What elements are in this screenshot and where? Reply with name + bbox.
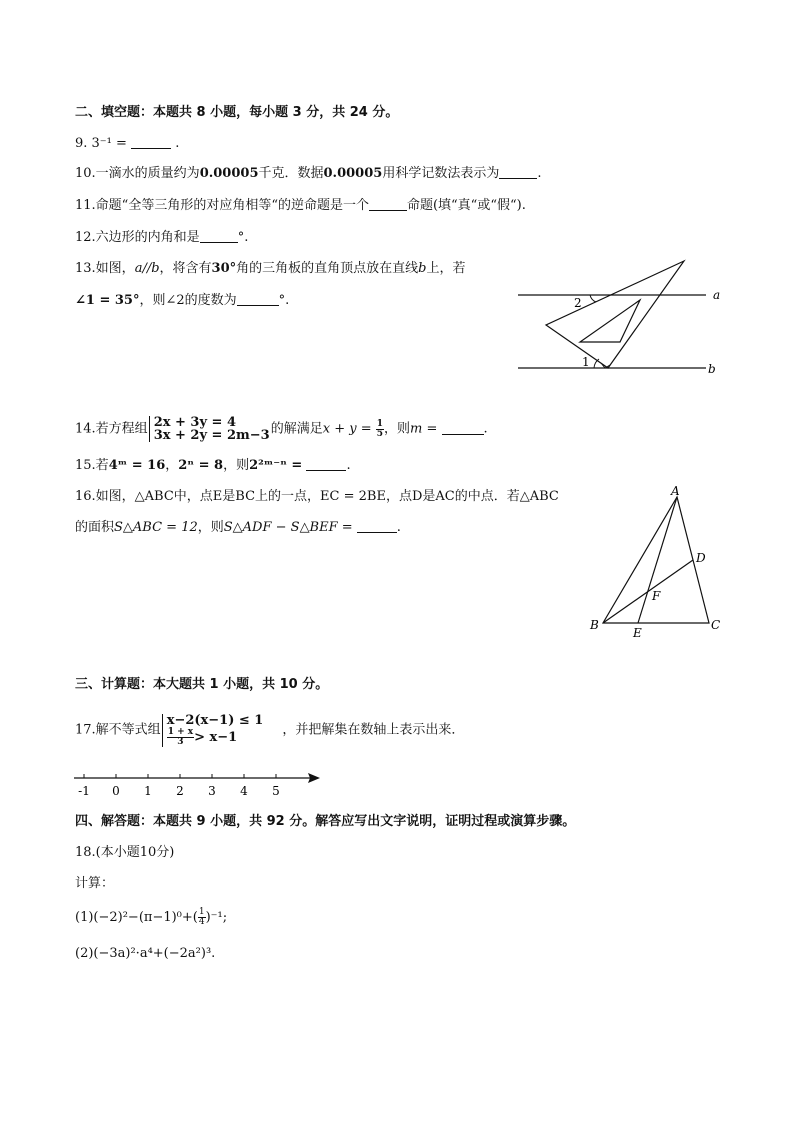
question-18-instruction: 计算：	[75, 876, 115, 891]
q15-prefix: 15.若	[75, 458, 109, 473]
question-16-line-1: 16.如图，△ABC中，点E是BC上的一点，EC = 2BE，点D是AC的中点．若△ABC	[75, 489, 559, 504]
q10-num2: 0.00005	[323, 166, 383, 181]
q16-line2-mid: ，则	[197, 520, 224, 535]
q17-prefix: 17.解不等式组	[75, 722, 161, 738]
q15-sep: ，	[165, 458, 179, 473]
number-line-tick-label: 1	[144, 784, 152, 798]
number-line-tick-label: 2	[176, 784, 184, 798]
question-18-title: 18.(本小题10分)	[75, 845, 175, 860]
q13-line-b: b	[418, 261, 427, 276]
q12-answer-blank[interactable]	[200, 228, 238, 243]
q13-answer-blank[interactable]	[237, 291, 279, 306]
q9-text: 9. 3⁻¹ =	[75, 136, 127, 151]
q18-frac-num: 1	[198, 907, 205, 917]
q13-parallel: a//b	[134, 261, 160, 276]
q15-expr3: 2²ᵐ⁻ⁿ =	[249, 458, 303, 473]
number-line-tick-label: 5	[272, 784, 280, 798]
question-13-line-2	[75, 291, 289, 311]
number-line-tick-label: 3	[208, 784, 216, 798]
q12-text: 12.六边形的内角和是	[75, 230, 200, 245]
q17-frac-num: 1 + x	[167, 727, 194, 737]
number-line-tick-label: 4	[240, 784, 248, 798]
question-18-part-2: (2)(−3a)²·a⁴+(−2a²)³.	[75, 946, 216, 961]
number-line-tick-label: -1	[78, 784, 90, 798]
q9-end: .	[175, 136, 180, 151]
q13-angle: 30°	[211, 261, 237, 276]
q12-end: °.	[237, 230, 249, 245]
question-10	[75, 164, 541, 184]
question-9	[75, 134, 179, 154]
section-2-title: 二、填空题：本题共 8 小题，每小题 3 分，共 24 分。	[75, 105, 399, 120]
q13-tail: 角的三角板的直角顶点放在直线	[236, 261, 419, 276]
section-4-title: 四、解答题：本题共 9 小题，共 92 分。解答应写出文字说明，证明过程或演算步骤。	[75, 814, 576, 829]
q14-mid: 的解满足	[270, 421, 323, 437]
question-17	[75, 714, 464, 747]
q10-num1: 0.00005	[199, 166, 259, 181]
question-16-line-2	[75, 518, 401, 538]
q14-frac-den: 5	[376, 428, 383, 439]
section-3-title: 三、计算题：本大题共 1 小题，共 10 分。	[75, 677, 329, 692]
q10-end: .	[537, 166, 542, 181]
q13-angle-2-arc	[590, 295, 596, 302]
q10-mid: 千克．数据	[258, 166, 324, 181]
q15-expr1: 4ᵐ = 16	[108, 458, 166, 473]
q16-label-d: D	[696, 551, 706, 565]
q10-answer-blank[interactable]	[499, 164, 537, 179]
q13-angle1: ∠1 = 35°	[75, 293, 140, 308]
q13-label-a: a	[713, 288, 721, 302]
question-11	[75, 196, 526, 216]
q16-area-diff: S△ADF − S△BEF =	[223, 520, 353, 535]
q17-system	[162, 714, 264, 747]
q16-label-a: A	[671, 484, 680, 498]
q13-prefix: 13.如图，	[75, 261, 135, 276]
question-18-part-1	[75, 908, 227, 928]
q18-part1-tail: )⁻¹;	[205, 910, 228, 925]
q13-end: 上，若	[426, 261, 466, 276]
q13-figure	[510, 255, 730, 380]
q14-var: m =	[410, 421, 438, 437]
question-15	[75, 456, 351, 476]
q14-eq2: 3x + 2y = 2m−3	[153, 428, 270, 443]
q17-number-line	[70, 768, 330, 802]
q15-expr2: 2ⁿ = 8	[178, 458, 224, 473]
q9-answer-blank[interactable]	[131, 134, 171, 149]
q16-label-f: F	[652, 589, 661, 603]
question-13-line-1	[75, 259, 466, 279]
q13-line2-end: °.	[278, 293, 290, 308]
q14-prefix: 14.若方程组	[75, 421, 148, 437]
q14-end: .	[483, 421, 488, 437]
q15-tail: ，则	[223, 458, 250, 473]
q10-tail: 用科学记数法表示为	[382, 166, 500, 181]
q18-part1: (1)(−2)²−(π−1)⁰+(	[75, 910, 198, 925]
q16-answer-blank[interactable]	[357, 518, 397, 533]
q16-segment-bd	[603, 560, 693, 623]
q13-label-1: 1	[582, 355, 590, 369]
q16-segment-ae	[638, 497, 677, 623]
q18-fraction	[198, 908, 206, 927]
q14-fraction	[376, 420, 384, 439]
q11-tail: 命题(填“真“或“假“).	[406, 198, 526, 213]
q16-line2-prefix: 的面积	[75, 520, 115, 535]
q14-frac-num: 1	[376, 418, 383, 429]
q15-answer-blank[interactable]	[306, 456, 346, 471]
q17-ineq2-tail: > x−1	[194, 730, 238, 745]
q14-cond: x + y =	[322, 421, 372, 437]
q16-line2-end: .	[396, 520, 401, 535]
q16-label-b: B	[590, 618, 599, 632]
q14-answer-blank[interactable]	[442, 420, 484, 435]
q13-label-b: b	[708, 362, 716, 376]
q13-line2-mid: ，则∠2的度数为	[139, 293, 237, 308]
q15-end: .	[346, 458, 351, 473]
q17-frac-den: 3	[177, 737, 184, 747]
q13-set-square-outer	[546, 261, 684, 368]
q16-label-e: E	[633, 626, 642, 640]
q14-tail: ，则	[384, 421, 411, 437]
q13-mid: ，将含有	[159, 261, 212, 276]
q16-area-abc: S△ABC = 12	[114, 520, 198, 535]
q14-eq1: 2x + 3y = 4	[153, 415, 237, 430]
q11-text: 11.命题“全等三角形的对应角相等“的逆命题是一个	[75, 198, 369, 213]
q11-answer-blank[interactable]	[369, 196, 407, 211]
q14-system	[149, 416, 270, 442]
q13-label-2: 2	[574, 296, 582, 310]
q17-ineq1: x−2(x−1) ≤ 1	[166, 713, 264, 728]
q16-figure	[585, 483, 725, 643]
question-14	[75, 416, 488, 442]
q17-fraction	[167, 728, 194, 747]
q10-prefix: 10.一滴水的质量约为	[75, 166, 200, 181]
q18-frac-den: 4	[198, 917, 205, 927]
question-12	[75, 228, 248, 248]
q16-triangle-abc	[603, 497, 709, 623]
q17-tail: ，并把解集在数轴上表示出来．	[282, 722, 465, 738]
q16-label-c: C	[711, 618, 721, 632]
number-line-tick-label: 0	[112, 784, 120, 798]
